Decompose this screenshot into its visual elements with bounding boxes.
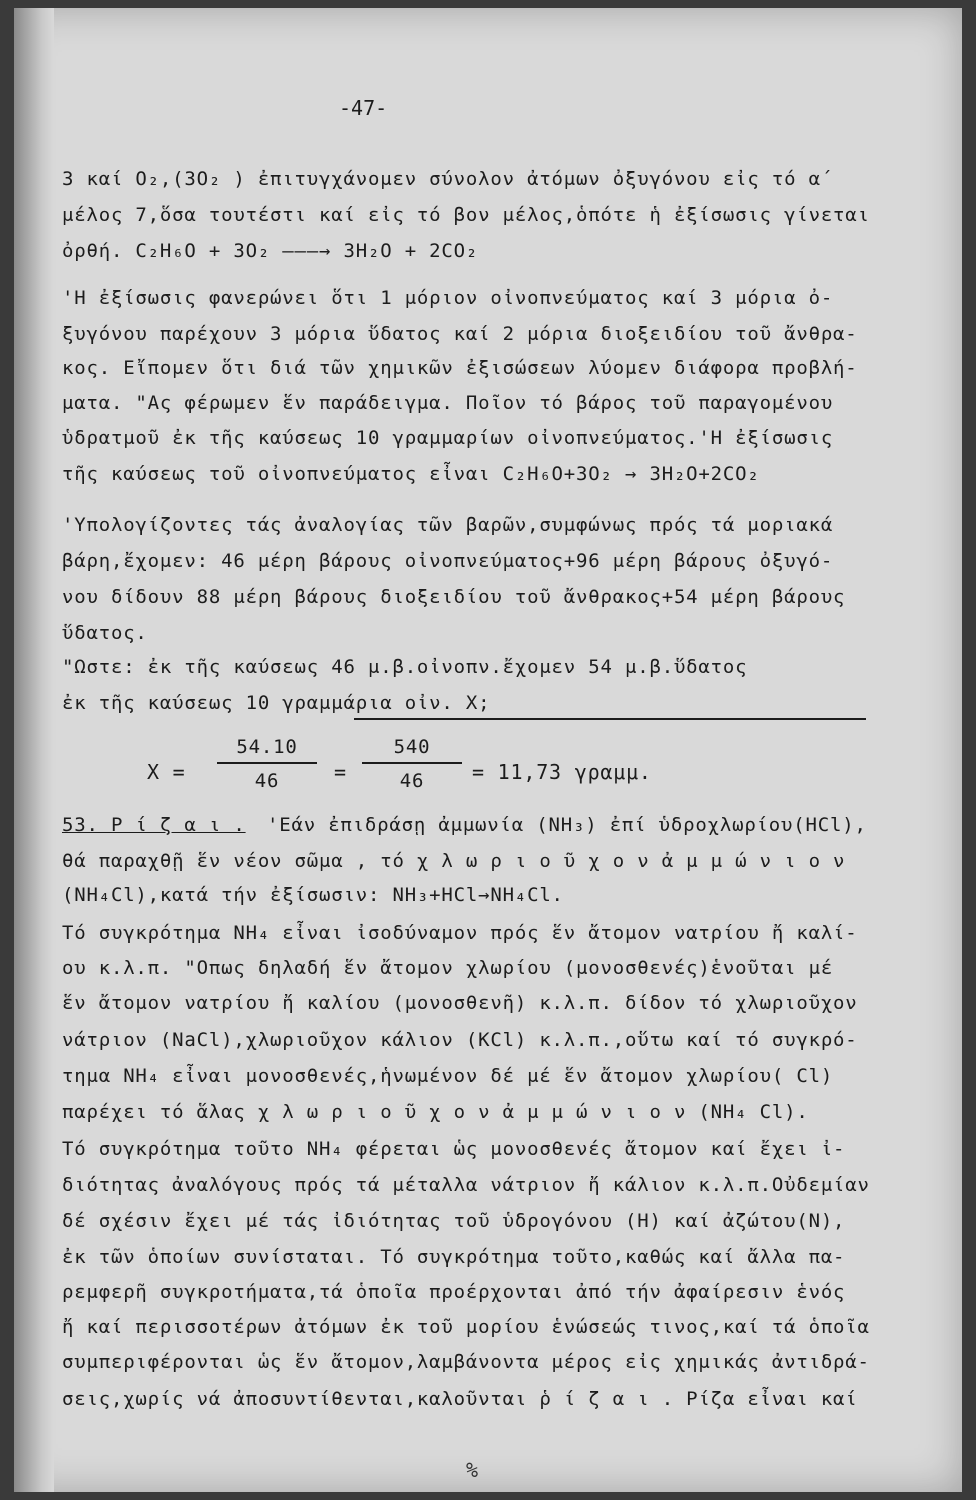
fraction-1-denominator: 46 (254, 770, 280, 792)
footer-mark: % (466, 1458, 479, 1482)
text-line: ἕν ἄτομον νατρίου ἤ καλίου (μονοσθενῆ) κ.λ.π. δίδον τό χλωριοῦχον (62, 992, 858, 1014)
fraction-1-numerator: 54.10 (217, 736, 317, 764)
text-line: μέλος 7,ὅσα τουτέστι καί εἰς τό βον μέλος,ὁπότε ἡ ἐξίσωσις γίνεται (62, 204, 870, 226)
text-line: 'Εάν ἐπιδράσῃ ἀμμωνία (NH₃) ἐπί ὑδροχλωρίου(HCl), (267, 814, 867, 836)
text-line: διότητας ἀναλόγους πρός τά μέταλλα νάτριον ἤ κάλιον κ.λ.π.Οὐδεμίαν (62, 1174, 870, 1196)
text-line: θά παραχθῇ ἕν νέον σῶμα , τό χ λ ω ρ ι ο ῦ χ ο ν ἀ μ μ ώ ν ι ο ν (62, 850, 846, 872)
text-line: νου δίδουν 88 μέρη βάρους διοξειδίου τοῦ ἄνθρακος+54 μέρη βάρους (62, 586, 846, 608)
text-line: ὕδατος. (62, 622, 148, 644)
binding-shadow (14, 8, 54, 1492)
fraction-2-denominator: 46 (399, 770, 425, 792)
text-line: συμπεριφέρονται ὡς ἕν ἄτομον,λαμβάνοντα μέρος εἰς χημικάς ἀντιδρά- (62, 1351, 870, 1373)
text-line: παρέχει τό ἅλας χ λ ω ρ ι ο ῦ χ ο ν ἀ μ μ ώ ν ι ο ν (NH₄ Cl). (62, 1101, 809, 1123)
equation-equals: = (334, 760, 347, 784)
underline-rule (354, 718, 866, 720)
text-line: ματα. "Ας φέρωμεν ἕν παράδειγμα. Ποῖον τό βάρος τοῦ παραγομένου (62, 392, 834, 414)
text-line: νάτριον (NaCl),χλωριοῦχον κάλιον (KCl) κ.λ.π.,οὕτω καί τό συγκρό- (62, 1029, 858, 1051)
text-line: ρεμφερῆ συγκροτήματα,τά ὁποῖα προέρχονται ἀπό τήν ἀφαίρεσιν ἑνός (62, 1281, 846, 1303)
document-page (14, 8, 962, 1492)
text-line: Τό συγκρότημα τοῦτο NH₄ φέρεται ὡς μονοσθενές ἄτομον καί ἔχει ἰ- (62, 1138, 846, 1160)
text-line: ξυγόνου παρέχουν 3 μόρια ὕδατος καί 2 μόρια διοξειδίου τοῦ ἄνθρα- (62, 323, 858, 345)
text-line: ὑδρατμοῦ ἐκ τῆς καύσεως 10 γραμμαρίων οἰνοπνεύματος.'Η ἐξίσωσις (62, 427, 834, 449)
text-line: κος. Εἴπομεν ὅτι διά τῶν χημικῶν ἐξισώσεων λύομεν διάφορα προβλή- (62, 357, 858, 379)
text-line: ἤ καί περισσοτέρων ἀτόμων ἐκ τοῦ μορίου ἑνώσεώς τινος,καί τά ὁποῖα (62, 1316, 870, 1338)
text-line: ἐκ τῆς καύσεως 10 γραμμάρια οἰν. X; (62, 692, 491, 714)
text-line: 'Υπολογίζοντες τάς ἀναλογίας τῶν βαρῶν,συμφώνως πρός τά μοριακά (62, 514, 834, 536)
section-heading: 53. Ρ ί ζ α ι . (62, 814, 246, 836)
text-line: "Ωστε: ἐκ τῆς καύσεως 46 μ.β.οἰνοπν.ἔχομεν 54 μ.β.ὕδατος (62, 656, 748, 678)
fraction-1 (217, 736, 317, 792)
text-line: τημα NH₄ εἶναι μονοσθενές,ἡνωμένον δέ μέ ἕν ἄτομον χλωρίου( Cl) (62, 1065, 834, 1087)
fraction-2 (362, 736, 462, 792)
text-line: Τό συγκρότημα NH₄ εἶναι ἰσοδύναμον πρός ἕν ἄτομον νατρίου ἤ καλί- (62, 922, 858, 944)
text-line: 3 καί O₂,(3O₂ ) ἐπιτυγχάνομεν σύνολον ἀτόμων ὀξυγόνου εἰς τό α΄ (62, 168, 834, 190)
page-number: -47- (339, 96, 388, 120)
text-line: 'Η ἐξίσωσις φανερώνει ὅτι 1 μόριον οἰνοπνεύματος καί 3 μόρια ὀ- (62, 287, 834, 309)
equation-lhs: X = (147, 760, 186, 784)
text-line: σεις,χωρίς νά ἀποσυντίθενται,καλοῦνται ῥ ί ζ α ι . Ρίζα εἶναι καί (62, 1388, 858, 1410)
text-line: ου κ.λ.π. "Οπως δηλαδή ἕν ἄτομον χλωρίου (μονοσθενές)ἑνοῦται μέ (62, 957, 834, 979)
fraction-2-numerator: 540 (362, 736, 462, 764)
text-line: ὀρθή. C₂H₆O + 3O₂ ———→ 3H₂O + 2CO₂ (62, 240, 479, 262)
text-line: ἐκ τῶν ὁποίων συνίσταται. Τό συγκρότημα τοῦτο,καθώς καί ἄλλα πα- (62, 1246, 846, 1268)
equation-result: = 11,73 γραμμ. (472, 760, 652, 784)
text-line: βάρη,ἔχομεν: 46 μέρη βάρους οἰνοπνεύματος+96 μέρη βάρους ὀξυγό- (62, 550, 834, 572)
text-line: δέ σχέσιν ἔχει μέ τάς ἰδιότητας τοῦ ὑδρογόνου (H) καί ἀζώτου(N), (62, 1210, 846, 1232)
text-line: τῆς καύσεως τοῦ οἰνοπνεύματος εἶναι C₂H₆O+3O₂ → 3H₂O+2CO₂ (62, 463, 760, 485)
text-line: (NH₄Cl),κατά τήν ἐξίσωσιν: NH₃+HCl→NH₄Cl. (62, 884, 564, 906)
